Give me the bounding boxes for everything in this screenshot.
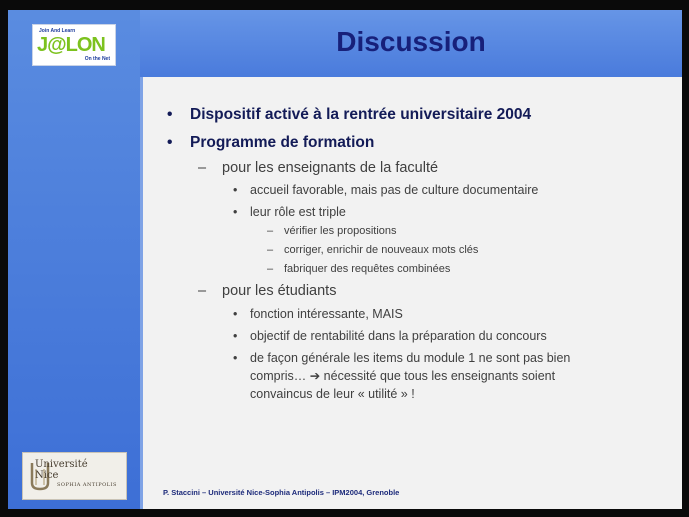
universite-logo (22, 452, 127, 500)
universite-name-line2: Nice (35, 470, 59, 481)
universite-name (35, 459, 88, 481)
jalon-logo-wordmark: J@LON (37, 34, 105, 56)
list-item-line: compris… ➔ nécessité que tous les enseignants soient (250, 369, 556, 383)
list-item-text: fonction intéressante, MAIS (250, 307, 403, 321)
role-item-text: vérifier les propositions (284, 225, 397, 237)
role-item (267, 244, 479, 256)
sub-heading-etudiants (198, 283, 337, 299)
sub-heading-text: pour les étudiants (222, 283, 337, 299)
bullet-item (167, 106, 532, 124)
jalon-logo-top-text: Join And Learn (39, 28, 76, 34)
role-item (267, 263, 451, 275)
list-item (233, 327, 547, 345)
sidebar (8, 10, 140, 509)
list-item-text: leur rôle est triple (250, 205, 346, 219)
role-item-text: fabriquer des requêtes combinées (284, 263, 451, 275)
universite-name-line1: Université (35, 459, 88, 470)
bullet-icon: • (167, 106, 173, 123)
dot-icon: • (233, 183, 238, 197)
list-item (233, 305, 403, 323)
sidebar-divider (140, 10, 143, 509)
role-item-text: corriger, enrichir de nouveaux mots clés (284, 244, 479, 256)
dash-icon: – (267, 225, 274, 237)
dot-icon: • (233, 307, 238, 321)
sub-heading-enseignants (198, 160, 439, 176)
dash-icon: – (267, 263, 274, 275)
list-item-text: accueil favorable, mais pas de culture documentaire (250, 183, 539, 197)
slide (8, 10, 682, 509)
bullet-icon: • (167, 134, 173, 151)
list-item-line: de façon générale les items du module 1 ne sont pas bien (250, 351, 571, 365)
list-item-text: objectif de rentabilité dans la préparation du concours (250, 329, 547, 343)
dot-icon: • (233, 329, 238, 343)
role-item (267, 225, 397, 237)
universite-subtitle: SOPHIA ANTIPOLIS (57, 482, 117, 488)
slide-title: Discussion (336, 26, 486, 57)
list-item-multiline (233, 349, 571, 403)
list-item (233, 203, 346, 221)
slide-footer: P. Staccini – Université Nice-Sophia Antipolis – IPM2004, Grenoble (163, 488, 400, 497)
dot-icon: • (233, 351, 238, 365)
dot-icon: • (233, 205, 238, 219)
bullet-text: Programme de formation (190, 134, 375, 151)
list-item (233, 181, 539, 199)
dash-icon: – (198, 283, 207, 299)
jalon-logo-bottom-text: On the Net (84, 56, 110, 62)
bullet-text: Dispositif activé à la rentrée universitaire 2004 (190, 106, 532, 123)
bullet-item (167, 134, 375, 152)
list-item-line: convaincus de leur « utilité » ! (250, 387, 415, 401)
dash-icon: – (267, 244, 274, 256)
jalon-logo (32, 24, 116, 66)
sub-heading-text: pour les enseignants de la faculté (222, 160, 439, 176)
dash-icon: – (198, 160, 207, 176)
